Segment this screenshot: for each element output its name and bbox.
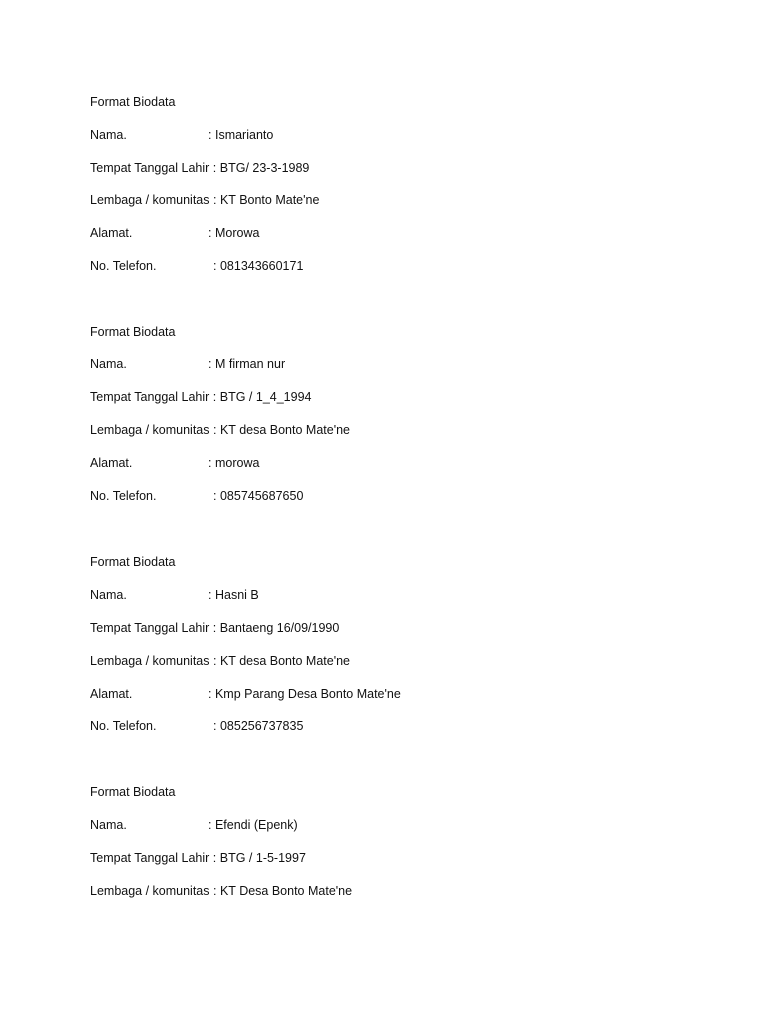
field-nama: Nama. : Hasni B — [90, 588, 259, 602]
value-ttl: Bantaeng 16/09/1990 — [219, 621, 340, 635]
value-ttl: BTG/ 23-3-1989 — [219, 161, 310, 175]
record-heading: Format Biodata — [90, 785, 176, 799]
value-ttl: BTG / 1-5-1997 — [219, 851, 306, 865]
value-nama: Efendi (Epenk) — [214, 818, 298, 832]
field-alamat: Alamat. : morowa — [90, 456, 260, 470]
record-heading: Format Biodata — [90, 325, 176, 339]
field-alamat: Alamat. : Kmp Parang Desa Bonto Mate'ne — [90, 687, 401, 701]
field-nama: Nama. : Efendi (Epenk) — [90, 818, 298, 832]
field-ttl: Tempat Tanggal Lahir : BTG/ 23-3-1989 — [90, 161, 310, 175]
value-telefon: 085745687650 — [219, 489, 304, 503]
field-ttl: Tempat Tanggal Lahir : BTG / 1-5-1997 — [90, 851, 306, 865]
field-nama: Nama. : M firman nur — [90, 357, 286, 371]
record-heading: Format Biodata — [90, 95, 176, 109]
field-telefon: No. Telefon. : 085256737835 — [90, 719, 304, 733]
value-nama: Ismarianto — [214, 128, 274, 142]
record-heading: Format Biodata — [90, 555, 176, 569]
value-lembaga: KT desa Bonto Mate'ne — [219, 423, 350, 437]
value-alamat: Morowa — [214, 226, 260, 240]
value-alamat: morowa — [214, 456, 260, 470]
field-alamat: Alamat. : Morowa — [90, 226, 260, 240]
field-lembaga: Lembaga / komunitas : KT Desa Bonto Mate'ne — [90, 884, 353, 898]
value-alamat: Kmp Parang Desa Bonto Mate'ne — [214, 687, 401, 701]
field-ttl: Tempat Tanggal Lahir : Bantaeng 16/09/1990 — [90, 621, 340, 635]
field-ttl: Tempat Tanggal Lahir : BTG / 1_4_1994 — [90, 390, 312, 404]
value-lembaga: KT Bonto Mate'ne — [219, 193, 320, 207]
value-lembaga: KT Desa Bonto Mate'ne — [219, 884, 353, 898]
value-telefon: 081343660171 — [219, 259, 304, 273]
field-lembaga: Lembaga / komunitas : KT desa Bonto Mate'ne — [90, 423, 350, 437]
value-nama: M firman nur — [214, 357, 286, 371]
value-nama: Hasni B — [214, 588, 259, 602]
value-lembaga: KT desa Bonto Mate'ne — [219, 654, 350, 668]
value-ttl: BTG / 1_4_1994 — [219, 390, 312, 404]
field-nama: Nama. : Ismarianto — [90, 128, 274, 142]
field-lembaga: Lembaga / komunitas : KT desa Bonto Mate'ne — [90, 654, 350, 668]
field-telefon: No. Telefon. : 085745687650 — [90, 489, 304, 503]
field-lembaga: Lembaga / komunitas : KT Bonto Mate'ne — [90, 193, 320, 207]
field-telefon: No. Telefon. : 081343660171 — [90, 259, 304, 273]
value-telefon: 085256737835 — [219, 719, 304, 733]
